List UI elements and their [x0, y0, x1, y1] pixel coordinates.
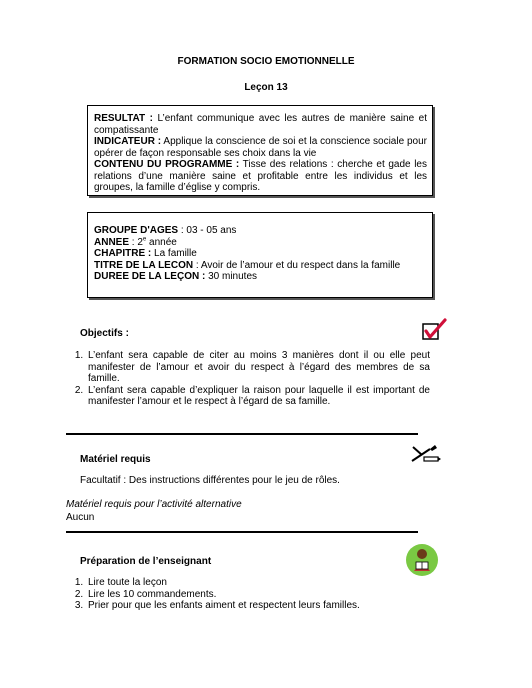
annee-text-pre: : 2 — [129, 236, 143, 248]
lesson-details-box — [87, 212, 433, 298]
groupe-label: GROUPE D'AGES — [94, 225, 179, 236]
groupe-text: : 03 - 05 ans — [178, 225, 237, 236]
list-item: 2. L’enfant sera capable d’expliquer la raison pour laquelle il est important de manifester l’amour et le respect à l’égard de sa famille. — [86, 385, 430, 408]
duree-label: DUREE DE LA LEÇON : — [94, 271, 206, 282]
preparation-list — [68, 577, 430, 612]
duree-text: 30 minutes — [205, 271, 258, 282]
program-info-box — [87, 105, 433, 196]
lesson-number: Leçon 13 — [244, 82, 288, 93]
annee-line — [94, 237, 427, 249]
titre-text: : Avoir de l’amour et du respect dans la famille — [193, 259, 401, 271]
document-title: FORMATION SOCIO EMOTIONNELLE — [177, 56, 355, 67]
chapitre-line — [94, 248, 427, 260]
list-item: 3. Prier pour que les enfants aiment et respectent leurs familles. — [86, 600, 430, 612]
chapitre-text: La famille — [151, 248, 197, 259]
checkbox-check-icon — [421, 318, 447, 342]
objectifs-heading: Objectifs : — [80, 328, 129, 339]
titre-label: TITRE DE LA LECON — [94, 259, 194, 271]
teacher-reading-icon — [405, 543, 439, 577]
pencil-tools-icon — [410, 443, 442, 465]
list-item: 2. Lire les 10 commandements. — [86, 589, 430, 601]
resultat-label: RESULTAT : — [94, 113, 153, 124]
chapitre-label: CHAPITRE : — [94, 248, 152, 259]
indicateur-line — [94, 136, 427, 159]
program-info-text — [94, 113, 427, 194]
preparation-heading: Préparation de l’enseignant — [80, 556, 212, 567]
materiel-heading: Matériel requis — [80, 454, 151, 465]
section-divider — [66, 531, 418, 533]
materiel-alt-value: Aucun — [66, 512, 95, 523]
groupe-line — [94, 225, 427, 237]
section-divider — [66, 433, 418, 435]
materiel-facultatif: Facultatif : Des instructions différentes pour le jeu de rôles. — [80, 475, 340, 486]
resultat-line — [94, 113, 427, 136]
list-item: 1. L’enfant sera capable de citer au moins 3 manières dont il ou elle peut manifester de l’amour et avoir du respect à l’égard des membres de sa famille. — [86, 350, 430, 385]
duree-line — [94, 271, 427, 283]
indicateur-label: INDICATEUR : — [94, 136, 162, 147]
indicateur-text: Applique la conscience de soi et la conscience sociale pour opérer de façon responsable ses choix dans la vie — [94, 136, 427, 159]
titre-line — [94, 260, 427, 272]
contenu-label: CONTENU DU PROGRAMME : — [94, 159, 240, 170]
objectifs-list — [68, 350, 430, 408]
annee-text-post: année — [146, 236, 177, 248]
lesson-details-text — [94, 225, 427, 283]
contenu-text: Tisse des relations : cherche et gade les relations d’une manière saine et profitable entre les individus et les groupes, la famille d’église y compris. — [94, 159, 427, 193]
materiel-alt-label: Matériel requis pour l’activité alternative — [66, 499, 242, 510]
list-item: 1. Lire toute la leçon — [86, 577, 430, 589]
annee-sup: e — [142, 236, 147, 243]
contenu-line — [94, 159, 427, 194]
annee-label: ANNEE — [94, 236, 130, 248]
resultat-text: L’enfant communique avec les autres de manière saine et compatissante — [94, 113, 427, 136]
